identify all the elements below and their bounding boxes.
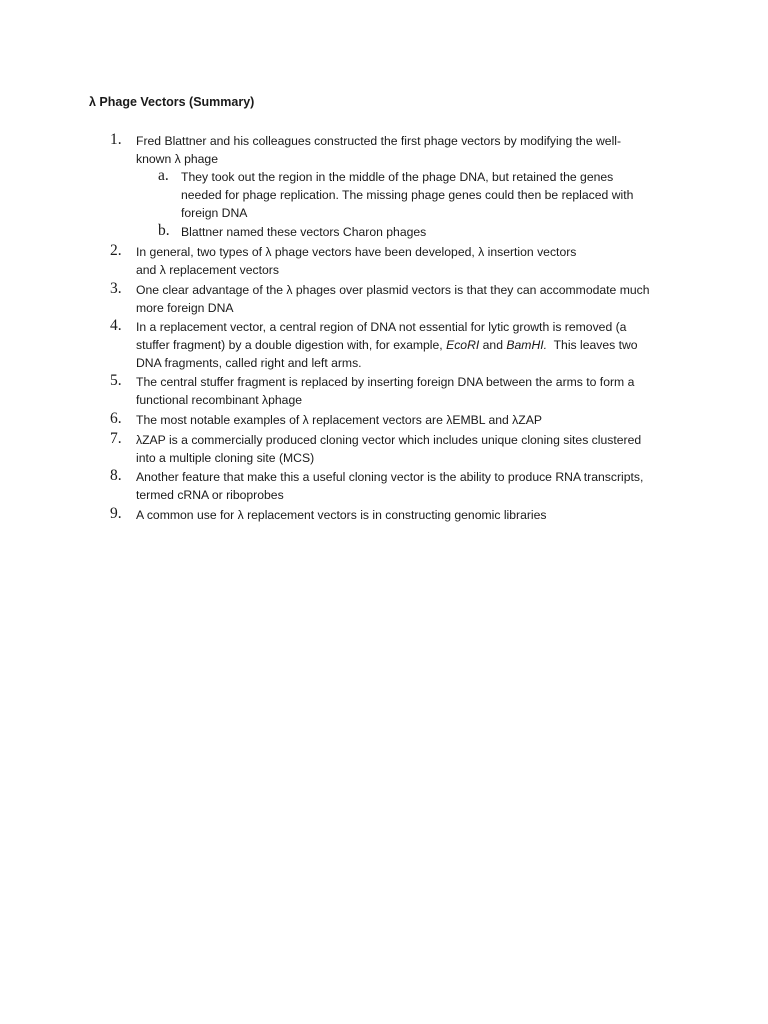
text-line: In general, two types of λ phage vectors have been developed, λ insertion vectors [136,245,577,259]
text-run: stuffer fragment) by a double digestion with, for example, [136,338,443,352]
list-item-text [136,281,676,317]
text-line [136,336,676,354]
text-line: known λ phage [136,152,218,166]
list-item-text [136,318,676,372]
list-item-text [136,373,676,409]
text-line: λZAP is a commercially produced cloning vector which includes unique cloning sites clustered [136,433,642,447]
text-line: Blattner named these vectors Charon phages [181,225,427,239]
text-line: into a multiple cloning site (MCS) [136,451,315,465]
list-marker: 3. [110,280,122,297]
text-line: A common use for λ replacement vectors is in constructing genomic libraries [136,508,547,522]
document-title: λ Phage Vectors (Summary) [89,95,255,109]
list-marker: 7. [110,430,122,447]
list-marker: 6. [110,410,122,427]
list-item-text [136,468,676,504]
list-marker: 5. [110,372,122,389]
text-line: The central stuffer fragment is replaced by inserting foreign DNA between the arms to form a [136,375,635,389]
list-marker: 2. [110,242,122,259]
text-line: One clear advantage of the λ phages over plasmid vectors is that they can accommodate much [136,283,650,297]
text-run: This leaves two [553,338,638,352]
list-marker: 4. [110,317,122,334]
list-item-text [136,431,676,467]
text-line: and λ replacement vectors [136,263,279,277]
text-line: foreign DNA [181,206,248,220]
list-item-text [181,223,661,241]
text-line: functional recombinant λphage [136,393,302,407]
text-line: The most notable examples of λ replacement vectors are λEMBL and λZAP [136,413,542,427]
list-item-text [181,168,661,222]
enzyme-name: BamHI. [506,338,548,352]
list-marker: 9. [110,505,122,522]
list-marker: 1. [110,131,122,148]
enzyme-name: EcoRI [446,338,480,352]
text-line: more foreign DNA [136,301,234,315]
list-marker: a. [158,167,169,184]
text-line: Fred Blattner and his colleagues constructed the first phage vectors by modifying the well- [136,134,622,148]
list-item-text [136,506,676,524]
text-line: DNA fragments, called right and left arms. [136,356,362,370]
text-line: They took out the region in the middle of the phage DNA, but retained the genes [181,170,614,184]
text-line: Another feature that make this a useful cloning vector is the ability to produce RNA transcripts, [136,470,644,484]
text-run: and [482,338,503,352]
list-item-text [136,243,676,279]
text-line: In a replacement vector, a central region of DNA not essential for lytic growth is removed (a [136,320,627,334]
list-item-text [136,132,676,168]
list-item-text [136,411,676,429]
list-marker: 8. [110,467,122,484]
list-marker: b. [158,222,170,239]
text-line: needed for phage replication. The missing phage genes could then be replaced with [181,188,634,202]
text-line: termed cRNA or riboprobes [136,488,284,502]
